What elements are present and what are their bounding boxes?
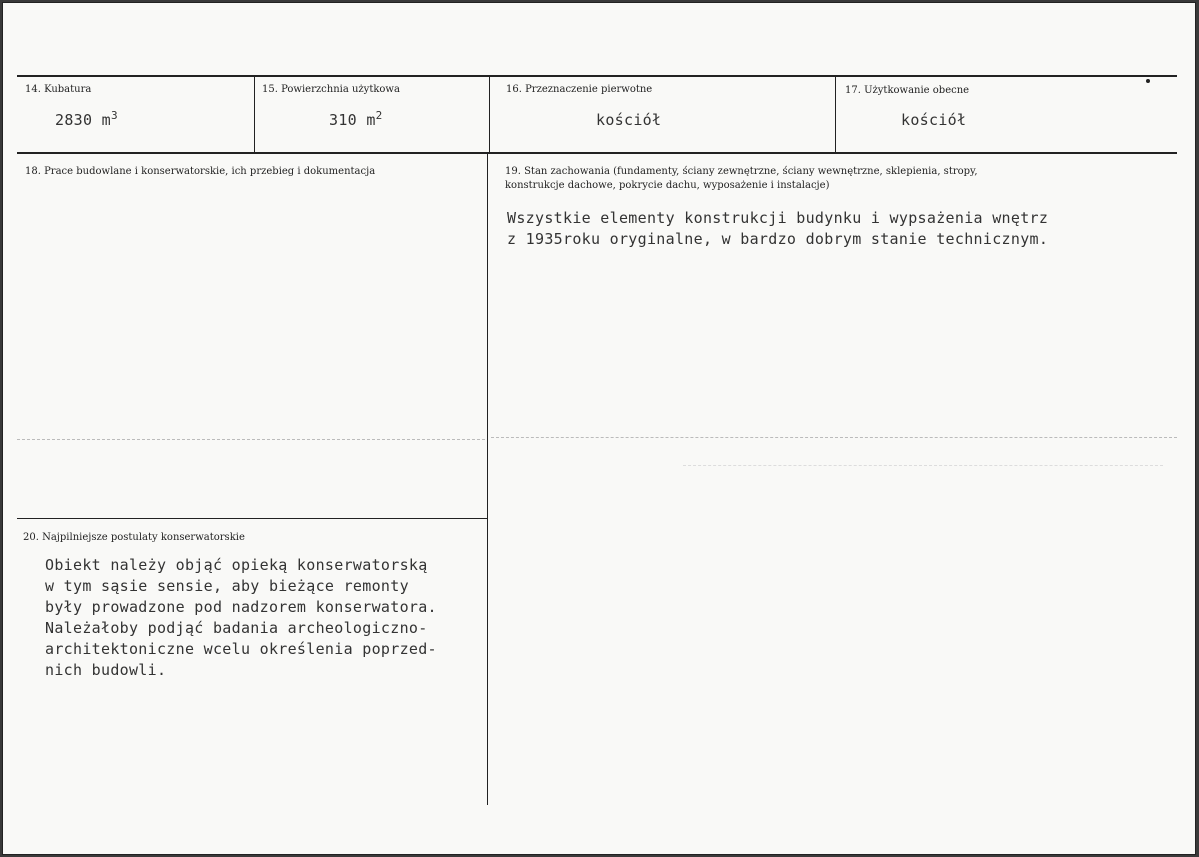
field-16-value: kościół: [596, 111, 662, 129]
divider-left-right: [487, 153, 488, 805]
field-20-line: Obiekt należy objąć opieką konserwatorską: [45, 556, 428, 574]
guide-dash: [17, 439, 485, 440]
field-17-value: kościół: [901, 111, 967, 129]
guide-dash: [491, 437, 1177, 438]
field-20-label: 20. Najpilniejsze postulaty konserwatorskie: [23, 532, 245, 543]
field-20-line: były prowadzone pod nadzorem konserwatora.: [45, 598, 437, 616]
divider-16-17: [835, 76, 836, 153]
ink-speck: [1146, 79, 1150, 83]
divider-15-16: [489, 76, 490, 153]
guide-dash: [683, 465, 1163, 466]
f20-top-border: [17, 518, 487, 519]
field-20-line: Należałoby podjąć badania archeologiczno-: [45, 619, 428, 637]
field-14-label: 14. Kubatura: [25, 84, 92, 95]
field-15-value: [329, 109, 383, 129]
field-19-label-line2: konstrukcje dachowe, pokrycie dachu, wyposażenie i instalacje): [505, 180, 830, 191]
field-19-text-line2: z 1935roku oryginalne, w bardzo dobrym stanie technicznym.: [507, 230, 1049, 248]
field-15-unit-exponent: 2: [375, 109, 383, 122]
divider-14-15: [254, 76, 255, 153]
field-15-number: 310 m: [329, 111, 376, 129]
field-18-label: 18. Prace budowlane i konserwatorskie, ich przebieg i dokumentacja: [25, 166, 376, 177]
record-card: [2, 2, 1196, 855]
field-20-line: nich budowli.: [45, 661, 167, 679]
top-row-border: [17, 75, 1177, 77]
field-15-label: 15. Powierzchnia użytkowa: [262, 84, 400, 95]
field-20-line: w tym sąsie sensie, aby bieżące remonty: [45, 577, 409, 595]
field-20-line: architektoniczne wcelu określenia poprzed-: [45, 640, 437, 658]
field-17-label: 17. Użytkowanie obecne: [845, 85, 970, 96]
field-14-value: [55, 109, 118, 129]
field-14-unit-exponent: 3: [111, 109, 118, 122]
field-16-label: 16. Przeznaczenie pierwotne: [506, 84, 653, 95]
mid-row-border: [17, 152, 1177, 154]
field-14-number: 2830 m: [55, 111, 111, 129]
field-19-label-line1: 19. Stan zachowania (fundamenty, ściany zewnętrzne, ściany wewnętrzne, sklepienia, stropy,: [505, 166, 978, 177]
field-19-text-line1: Wszystkie elementy konstrukcji budynku i wypsażenia wnętrz: [507, 209, 1049, 227]
